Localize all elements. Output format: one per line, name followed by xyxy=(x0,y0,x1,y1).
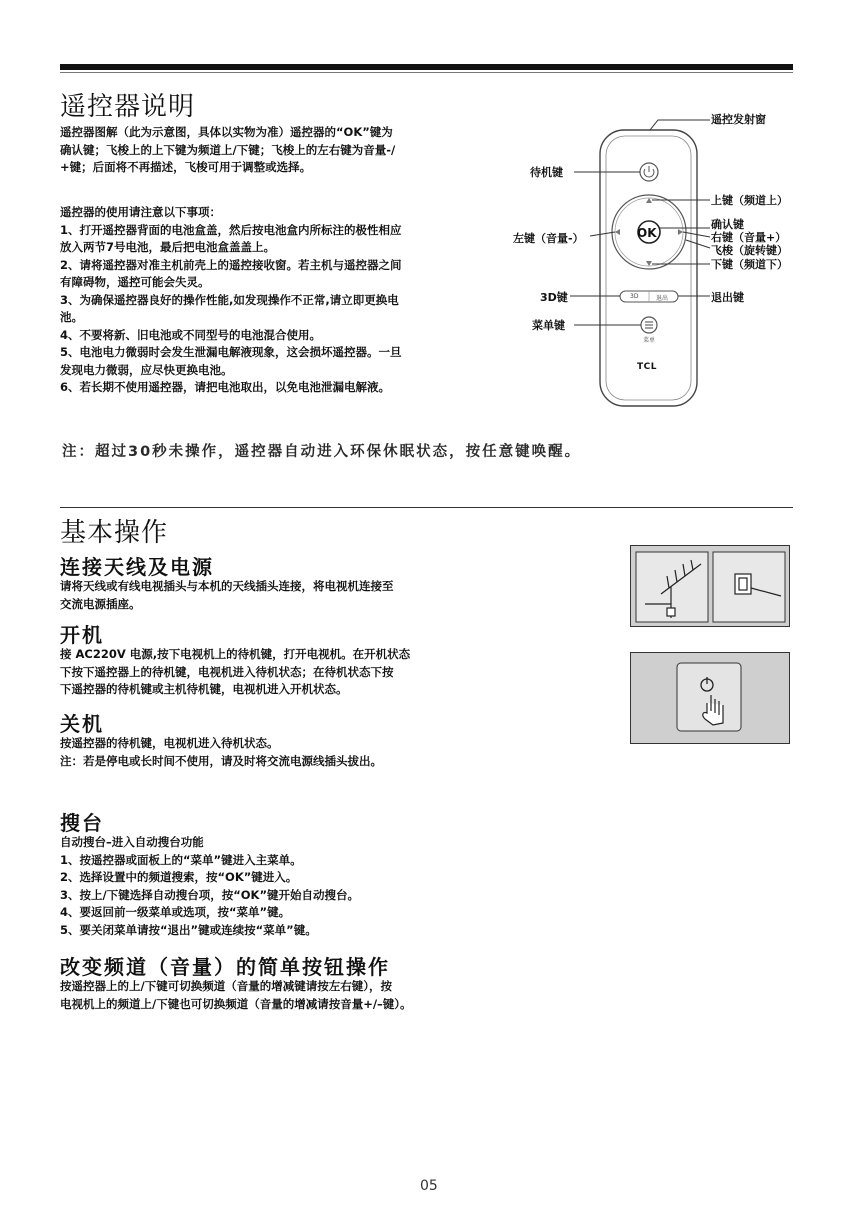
search-line: 5、要关闭菜单请按“退出”键或连续按“菜单”键。 xyxy=(60,922,317,937)
label-ok: 确认键 xyxy=(711,218,744,231)
power-off-heading: 关机 xyxy=(60,712,104,736)
power-on-line: 下遥控器的待机键或主机待机键，电视机进入开机状态。 xyxy=(60,682,348,696)
notice-line: 2、请将遥控器对准主机前壳上的遥控接收窗。若主机与遥控器之间 xyxy=(60,257,402,272)
power-on-line: 接 AC220V 电源,按下电视机上的待机键，打开电视机。在开机状态 xyxy=(60,647,411,661)
power-off-block xyxy=(60,713,382,770)
top-rule xyxy=(60,64,793,70)
connect-line: 请将天线或有线电视插头与本机的天线插头连接，将电视机连接至 xyxy=(60,579,394,593)
search-heading: 搜台 xyxy=(60,811,104,835)
connect-heading: 连接天线及电源 xyxy=(60,555,214,579)
power-off-line: 注：若是停电或长时间不使用，请及时将交流电源线插头拔出。 xyxy=(60,753,382,768)
search-line: 自动搜台–进入自动搜台功能 xyxy=(60,835,204,849)
page-number: 05 xyxy=(420,1178,438,1194)
search-line: 3、按上/下键选择自动搜台项，按“OK”键开始自动搜台。 xyxy=(60,887,360,902)
section-divider xyxy=(60,507,793,508)
change-block xyxy=(60,956,412,1013)
power-off-line: 按遥控器的待机键，电视机进入待机状态。 xyxy=(60,736,279,750)
change-line: 电视机上的频道上/下键也可切换频道（音量的增减请按音量+/–键）。 xyxy=(60,996,412,1011)
intro-line: +键；后面将不再描述，飞梭可用于调整或选择。 xyxy=(60,160,312,174)
change-line: 按遥控器上的上/下键可切换频道（音量的增减键请按左右键），按 xyxy=(60,979,392,993)
change-heading: 改变频道（音量）的简单按钮操作 xyxy=(60,955,390,979)
notice-line: 1、打开遥控器背面的电池盒盖，然后按电池盒内所标注的极性相应 xyxy=(60,222,402,237)
power-on-heading: 开机 xyxy=(60,623,104,647)
section-title-basic: 基本操作 xyxy=(60,518,169,548)
brand-logo: TCL xyxy=(637,362,657,372)
label-jog: 飞梭（旋转键） xyxy=(711,244,788,257)
connect-block xyxy=(60,556,394,613)
power-on-block xyxy=(60,624,410,699)
power-on-line: 下按下遥控器上的待机键，电视机进入待机状态；在待机状态下按 xyxy=(60,664,394,679)
intro-line: 遥控器图解（此为示意图，具体以实物为准）遥控器的“OK”键为 xyxy=(60,125,393,139)
label-right: 右键（音量+） xyxy=(711,231,787,244)
label-standby: 待机键 xyxy=(530,166,563,179)
exit-button-text: 退出 xyxy=(656,295,669,302)
connect-line: 交流电源插座。 xyxy=(60,596,141,611)
notice-line: 池。 xyxy=(60,310,83,324)
remote-notice xyxy=(60,204,402,397)
intro-line: 确认键；飞梭上的上下键为频道上/下键；飞梭上的左右键为音量-/ xyxy=(60,142,396,157)
label-up: 上键（频道上） xyxy=(711,194,788,207)
section-title-remote: 遥控器说明 xyxy=(60,92,196,122)
search-line: 1、按遥控器或面板上的“菜单”键进入主菜单。 xyxy=(60,852,302,867)
notice-line: 发现电力微弱，应尽快更换电池。 xyxy=(60,362,233,377)
label-menu: 菜单键 xyxy=(532,319,565,332)
menu-button-caption: 菜单 xyxy=(643,337,656,344)
label-down: 下键（频道下） xyxy=(711,258,788,271)
notice-line: 放入两节7号电池，最后把电池盒盖盖上。 xyxy=(60,240,275,254)
remote-intro xyxy=(60,124,395,177)
search-line: 4、要返回前一级菜单或选项，按“菜单”键。 xyxy=(60,905,291,919)
label-emitter: 遥控发射窗 xyxy=(711,113,766,126)
label-left: 左键（音量-） xyxy=(513,232,584,245)
standby-press-illustration xyxy=(630,652,790,744)
notice-line: 4、不要将新、旧电池或不同型号的电池混合使用。 xyxy=(60,327,321,342)
search-line: 2、选择设置中的频道搜索，按“OK”键进入。 xyxy=(60,870,298,884)
emitter-leader xyxy=(650,120,710,130)
top-rule-thin xyxy=(60,72,793,73)
label-exit: 退出键 xyxy=(711,291,744,304)
sleep-note: 注：超过30秒未操作，遥控器自动进入环保休眠状态，按任意键唤醒。 xyxy=(62,444,582,460)
label-3d: 3D键 xyxy=(540,291,568,304)
ok-button-label: OK xyxy=(637,226,657,240)
search-block xyxy=(60,812,359,939)
notice-heading: 遥控器的使用请注意以下事项： xyxy=(60,205,221,219)
notice-line: 5、电池电力微弱时会发生泄漏电解液现象，这会损坏遥控器。一旦 xyxy=(60,345,402,359)
notice-line: 3、为确保遥控器良好的操作性能,如发现操作不正常,请立即更换电 xyxy=(60,292,399,307)
notice-line: 有障碍物，遥控可能会失灵。 xyxy=(60,275,210,289)
antenna-power-illustration xyxy=(630,545,790,627)
3d-button-text: 3D xyxy=(630,293,639,300)
notice-line: 6、若长期不使用遥控器，请把电池取出，以免电池泄漏电解液。 xyxy=(60,380,390,394)
